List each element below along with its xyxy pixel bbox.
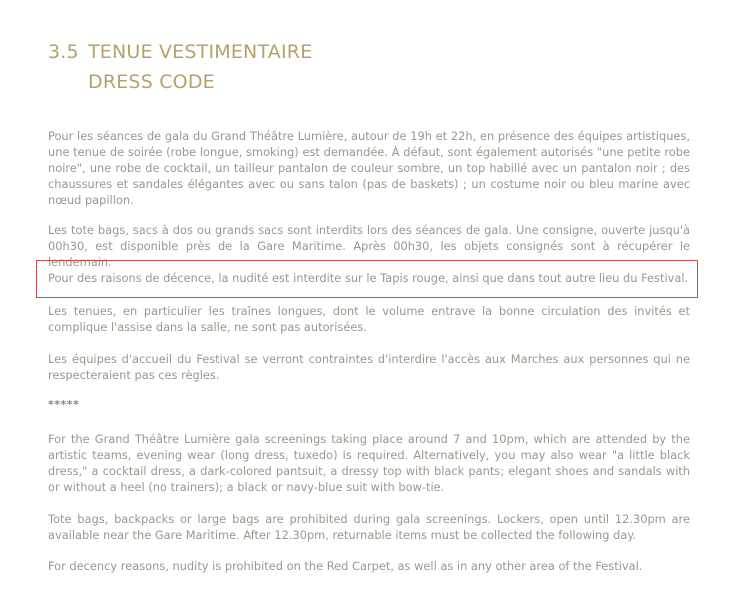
section-title-en: DRESS CODE — [88, 71, 215, 93]
paragraph-fr-decency: Pour des raisons de décence, la nudité est interdite sur le Tapis rouge, ainsi que dans tout autre lieu du Festival. — [48, 271, 689, 285]
paragraph-fr-gala: Pour les séances de gala du Grand Théâtre Lumière, autour de 19h et 22h, en présence des équipes artistiques, une tenue de soirée (robe longue, smoking) est demandée. À défaut, sont également autorisés "une petite robe noire", une robe de cocktail, un tailleur pantalon de couleur sombre, un top habillé avec un pantalon noir ; des chaussures et sandales élégantes avec ou sans talon (pas de baskets) ; un costume noir ou bleu marine avec nœud papillon. — [48, 129, 690, 207]
paragraph-fr-bags: Les tote bags, sacs à dos ou grands sacs sont interdits lors des séances de gala. Une consigne, ouverte jusqu'à 00h30, est disponible près de la Gare Maritime. Après 00h30, les objets consignés sont à récupérer le lendemain. — [48, 223, 690, 269]
paragraph-en-gala: For the Grand Théâtre Lumière gala screenings taking place around 7 and 10pm, which are attended by the artistic teams, evening wear (long dress, tuxedo) is required. Alternatively, you may also wear "a little black dress," a cocktail dress, a dark-colored pantsuit, a dressy top with black pants; elegant shoes and sandals with or without a heel (no trainers); a black or navy-blue suit with bow-tie. — [48, 432, 690, 494]
paragraph-en-bags: Tote bags, backpacks or large bags are prohibited during gala screenings. Lockers, open until 12.30pm are available near the Gare Maritime. After 12.30pm, returnable items must be collected the following day. — [48, 512, 690, 542]
paragraph-fr-trains: Les tenues, en particulier les traînes longues, dont le volume entrave la bonne circulation des invités et complique l'assise dans la salle, ne sont pas autorisées. — [48, 304, 690, 334]
paragraph-en-decency: For decency reasons, nudity is prohibited on the Red Carpet, as well as in any other area of the Festival. — [48, 559, 643, 573]
section-heading-fr — [48, 41, 312, 63]
paragraph-fr-rules: Les équipes d'accueil du Festival se verront contraintes d'interdire l'accès aux Marches aux personnes qui ne respecteraient pas ces règles. — [48, 352, 690, 382]
separator: ***** — [48, 398, 80, 411]
section-number: 3.5 — [48, 41, 79, 63]
section-title-fr: TENUE VESTIMENTAIRE — [88, 41, 313, 63]
